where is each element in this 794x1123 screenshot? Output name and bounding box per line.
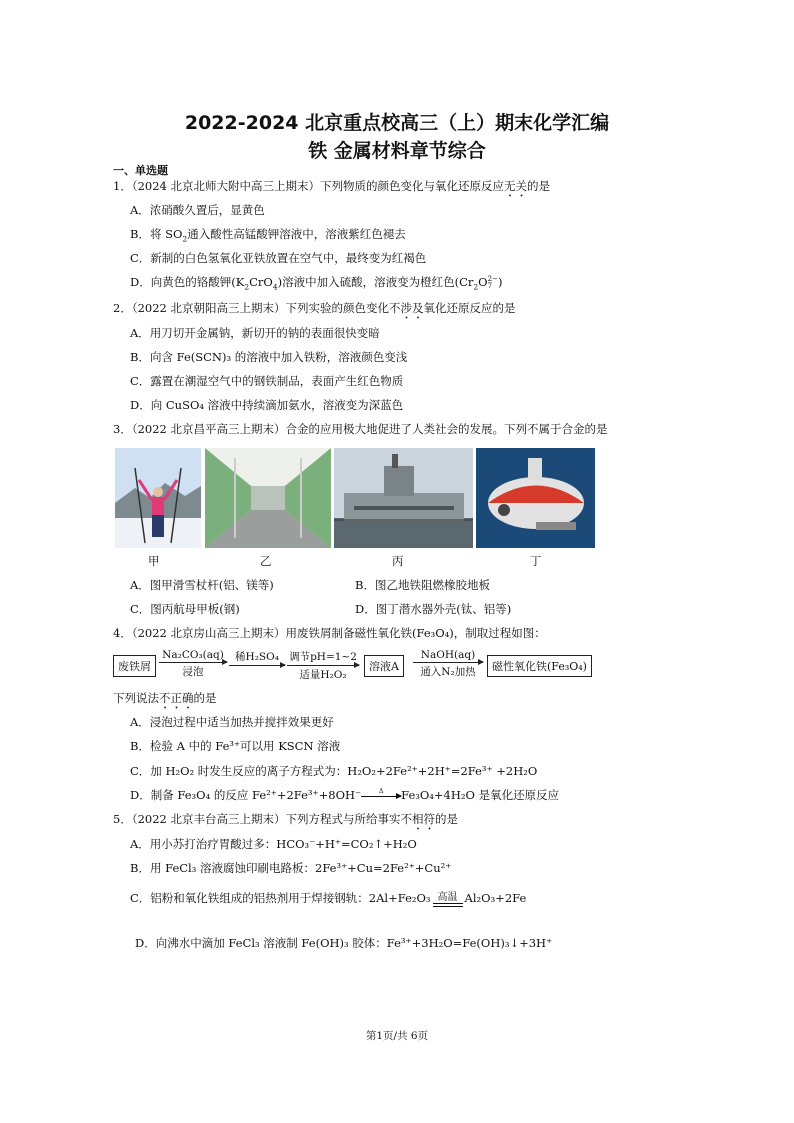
reaction-arrow-heat: Δ bbox=[361, 796, 401, 797]
question-4-substem: 下列说法不正确的是 bbox=[113, 691, 217, 705]
flow-box-iron-scrap: 废铁屑 bbox=[113, 655, 156, 677]
document-title: 2022-2024 北京重点校高三（上）期末化学汇编 bbox=[184, 112, 610, 134]
emphasis-text: 不正确 bbox=[159, 691, 194, 705]
emphasis-text: 无关 bbox=[504, 179, 527, 193]
caption-yi: 乙 bbox=[260, 554, 272, 568]
q1-option-d: D．向黄色的铬酸钾$(K_2CrO_4)$溶液中加入硫酸，溶液变为橙红色($Cr_2O$ 2− 7 ) bbox=[130, 275, 503, 292]
flow-arrow-2: 稀H₂SO₄ bbox=[229, 649, 285, 667]
flow-box-solution-a: 溶液A bbox=[364, 655, 404, 677]
question-5-stem: 5．（2022 北京丰台高三上期末）下列方程式与所给事实不相符的是 bbox=[113, 812, 458, 826]
photo-skier bbox=[115, 448, 201, 548]
photo-subway-car bbox=[205, 448, 331, 548]
flow-arrow-3: 调节pH=1~2 适量H₂O₂ bbox=[287, 649, 359, 682]
caption-bing: 丙 bbox=[392, 554, 404, 568]
emphasis-text: 相符 bbox=[412, 812, 435, 826]
emphasis-text: 涉及 bbox=[400, 301, 424, 315]
q5-option-d: D．向沸水中滴加 FeCl₃ 溶液制 Fe(OH)₃ 胶体：Fe³⁺+3H₂O=Fe(OH)₃↓+3H⁺ bbox=[135, 936, 553, 950]
process-flow-diagram bbox=[113, 649, 603, 683]
photo-aircraft-carrier bbox=[334, 448, 473, 548]
q2-option-a: A．用刀切开金属钠，新切开的钠的表面很快变暗 bbox=[130, 326, 380, 340]
caption-jia: 甲 bbox=[148, 554, 160, 568]
q4-option-c: C．加 H₂O₂ 时发生反应的离子方程式为：H₂O₂+2Fe²⁺+2H⁺=2Fe³⁺ +2H₂O bbox=[130, 764, 538, 778]
high-temperature-condition: 高温 bbox=[433, 892, 463, 907]
q1-option-a: A．浓硝酸久置后，显黄色 bbox=[130, 203, 265, 217]
section-heading: 一、单选题 bbox=[113, 164, 168, 177]
q1-option-c: C．新制的白色氢氧化亚铁放置在空气中，最终变为红褐色 bbox=[130, 251, 427, 265]
question-3-stem: 3．（2022 北京昌平高三上期末）合金的应用极大地促进了人类社会的发展。下列不属于合金的是 bbox=[113, 422, 608, 436]
q3-option-c: C．图丙航母甲板(钢) bbox=[130, 602, 240, 616]
q1-option-b: B．将 $SO_2$通入酸性高锰酸钾溶液中，溶液紫红色褪去 bbox=[130, 227, 406, 244]
q2-option-c: C．露置在潮湿空气中的钢铁制品，表面产生红色物质 bbox=[130, 374, 404, 388]
page-footer: 第1页/共 6页 bbox=[365, 1030, 429, 1042]
document-subtitle: 铁 金属材料章节综合 bbox=[308, 140, 486, 162]
flow-arrow-1: Na₂CO₃(aq) 浸泡 bbox=[159, 649, 227, 679]
flow-box-magnetite: 磁性氧化铁(Fe₃O₄) bbox=[487, 655, 592, 677]
caption-ding: 丁 bbox=[530, 554, 542, 568]
question-2-stem: 2．（2022 北京朝阳高三上期末）下列实验的颜色变化不涉及氧化还原反应的是 bbox=[113, 301, 516, 315]
q3-option-b: B．图乙地铁阻燃橡胶地板 bbox=[355, 578, 490, 592]
q4-option-a: A．浸泡过程中适当加热并搅拌效果更好 bbox=[130, 715, 334, 729]
q2-option-d: D．向 CuSO₄ 溶液中持续滴加氨水，溶液变为深蓝色 bbox=[130, 398, 404, 412]
flow-arrow-4: NaOH(aq) 通入N₂加热 bbox=[413, 649, 483, 679]
question-4-stem: 4．（2022 北京房山高三上期末）用废铁屑制备磁性氧化铁(Fe₃O₄)，制取过程如图： bbox=[113, 626, 546, 640]
q4-option-d: D．制备 Fe₃O₄ 的反应 Fe²⁺+2Fe³⁺+8OH⁻ Δ Fe₃O₄+4H₂O 是氧化还原反应 bbox=[130, 788, 560, 802]
q4-option-b: B．检验 A 中的 Fe³⁺可以用 KSCN 溶液 bbox=[130, 739, 341, 753]
q5-option-b: B．用 FeCl₃ 溶液腐蚀印刷电路板：2Fe³⁺+Cu=2Fe²⁺+Cu²⁺ bbox=[130, 861, 452, 875]
photo-submersible bbox=[476, 448, 595, 548]
q5-option-c: C．铝粉和氧化铁组成的铝热剂用于焊接钢轨：2Al+Fe₂O₃ 高温 Al₂O₃+2Fe bbox=[130, 891, 527, 905]
q2-option-b: B．向含 Fe(SCN)₃ 的溶液中加入铁粉，溶液颜色变浅 bbox=[130, 350, 408, 364]
question-1-stem: 1．（2024 北京北师大附中高三上期末）下列物质的颜色变化与氧化还原反应无关的是 bbox=[113, 179, 550, 193]
q3-option-a: A．图甲滑雪杖杆(铝、镁等) bbox=[130, 578, 274, 592]
q5-option-a: A．用小苏打治疗胃酸过多：HCO₃⁻+H⁺=CO₂↑+H₂O bbox=[130, 837, 417, 851]
q3-option-d: D．图丁潜水器外壳(钛、铝等) bbox=[355, 602, 512, 616]
